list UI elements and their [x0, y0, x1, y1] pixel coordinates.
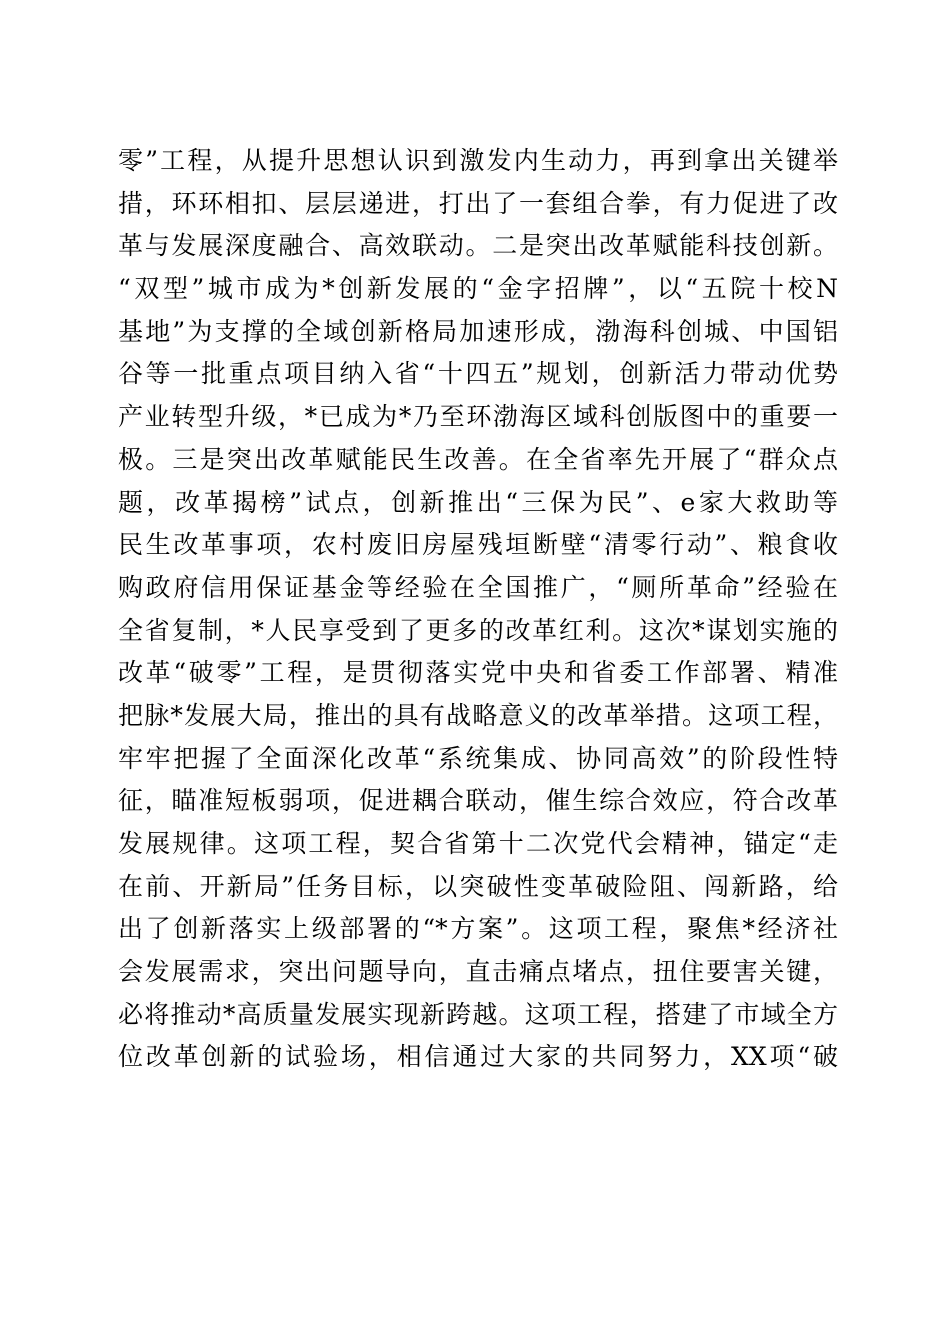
- text-line: 出了创新落实上级部署的“*方案”。这项工程，聚焦*经济社: [118, 914, 838, 944]
- body-paragraph: [118, 140, 838, 1079]
- text-line: 会发展需求，突出问题导向，直击痛点堵点，扭住要害关键，: [118, 957, 838, 987]
- text-line: 极。三是突出改革赋能民生改善。在全省率先开展了“群众点: [118, 444, 838, 474]
- text-line: 把脉*发展大局，推出的具有战略意义的改革举措。这项工程，: [118, 700, 838, 730]
- text-line: 发展规律。这项工程，契合省第十二次党代会精神，锚定“走: [118, 829, 838, 858]
- text-line: 购政府信用保证基金等经验在全国推广，“厕所革命”经验在: [118, 572, 838, 602]
- text-line: 在前、开新局”任务目标，以突破性变革破险阻、闯新路，给: [118, 871, 838, 901]
- text-line: 零”工程，从提升思想认识到激发内生动力，再到拿出关键举: [118, 146, 838, 175]
- text-line: 必将推动*高质量发展实现新跨越。这项工程，搭建了市域全方: [118, 999, 838, 1029]
- text-line: “双型”城市成为*创新发展的“金字招牌”，以“五院十校N: [118, 274, 838, 304]
- text-line: 谷等一批重点项目纳入省“十四五”规划，创新活力带动优势: [118, 359, 838, 389]
- text-line: 革与发展深度融合、高效联动。二是突出改革赋能科技创新。: [118, 231, 838, 261]
- text-line: 措，环环相扣、层层递进，打出了一套组合拳，有力促进了改: [118, 188, 838, 218]
- text-line: 产业转型升级，*已成为*乃至环渤海区域科创版图中的重要一: [118, 402, 838, 432]
- text-line: 位改革创新的试验场，相信通过大家的共同努力，XX项“破: [118, 1042, 838, 1072]
- text-line: 基地”为支撑的全域创新格局加速形成，渤海科创城、中国铝: [118, 316, 838, 346]
- text-line: 题，改革揭榜”试点，创新推出“三保为民”、e家大救助等: [118, 487, 838, 517]
- text-line: 牢牢把握了全面深化改革“系统集成、协同高效”的阶段性特: [118, 743, 838, 773]
- text-line: 民生改革事项，农村废旧房屋残垣断壁“清零行动”、粮食收: [118, 530, 838, 560]
- text-line: 征，瞄准短板弱项，促进耦合联动，催生综合效应，符合改革: [118, 786, 838, 816]
- text-line: 改革“破零”工程，是贯彻落实党中央和省委工作部署、精准: [118, 658, 838, 688]
- text-line: 全省复制，*人民享受到了更多的改革红利。这次*谋划实施的: [118, 615, 838, 645]
